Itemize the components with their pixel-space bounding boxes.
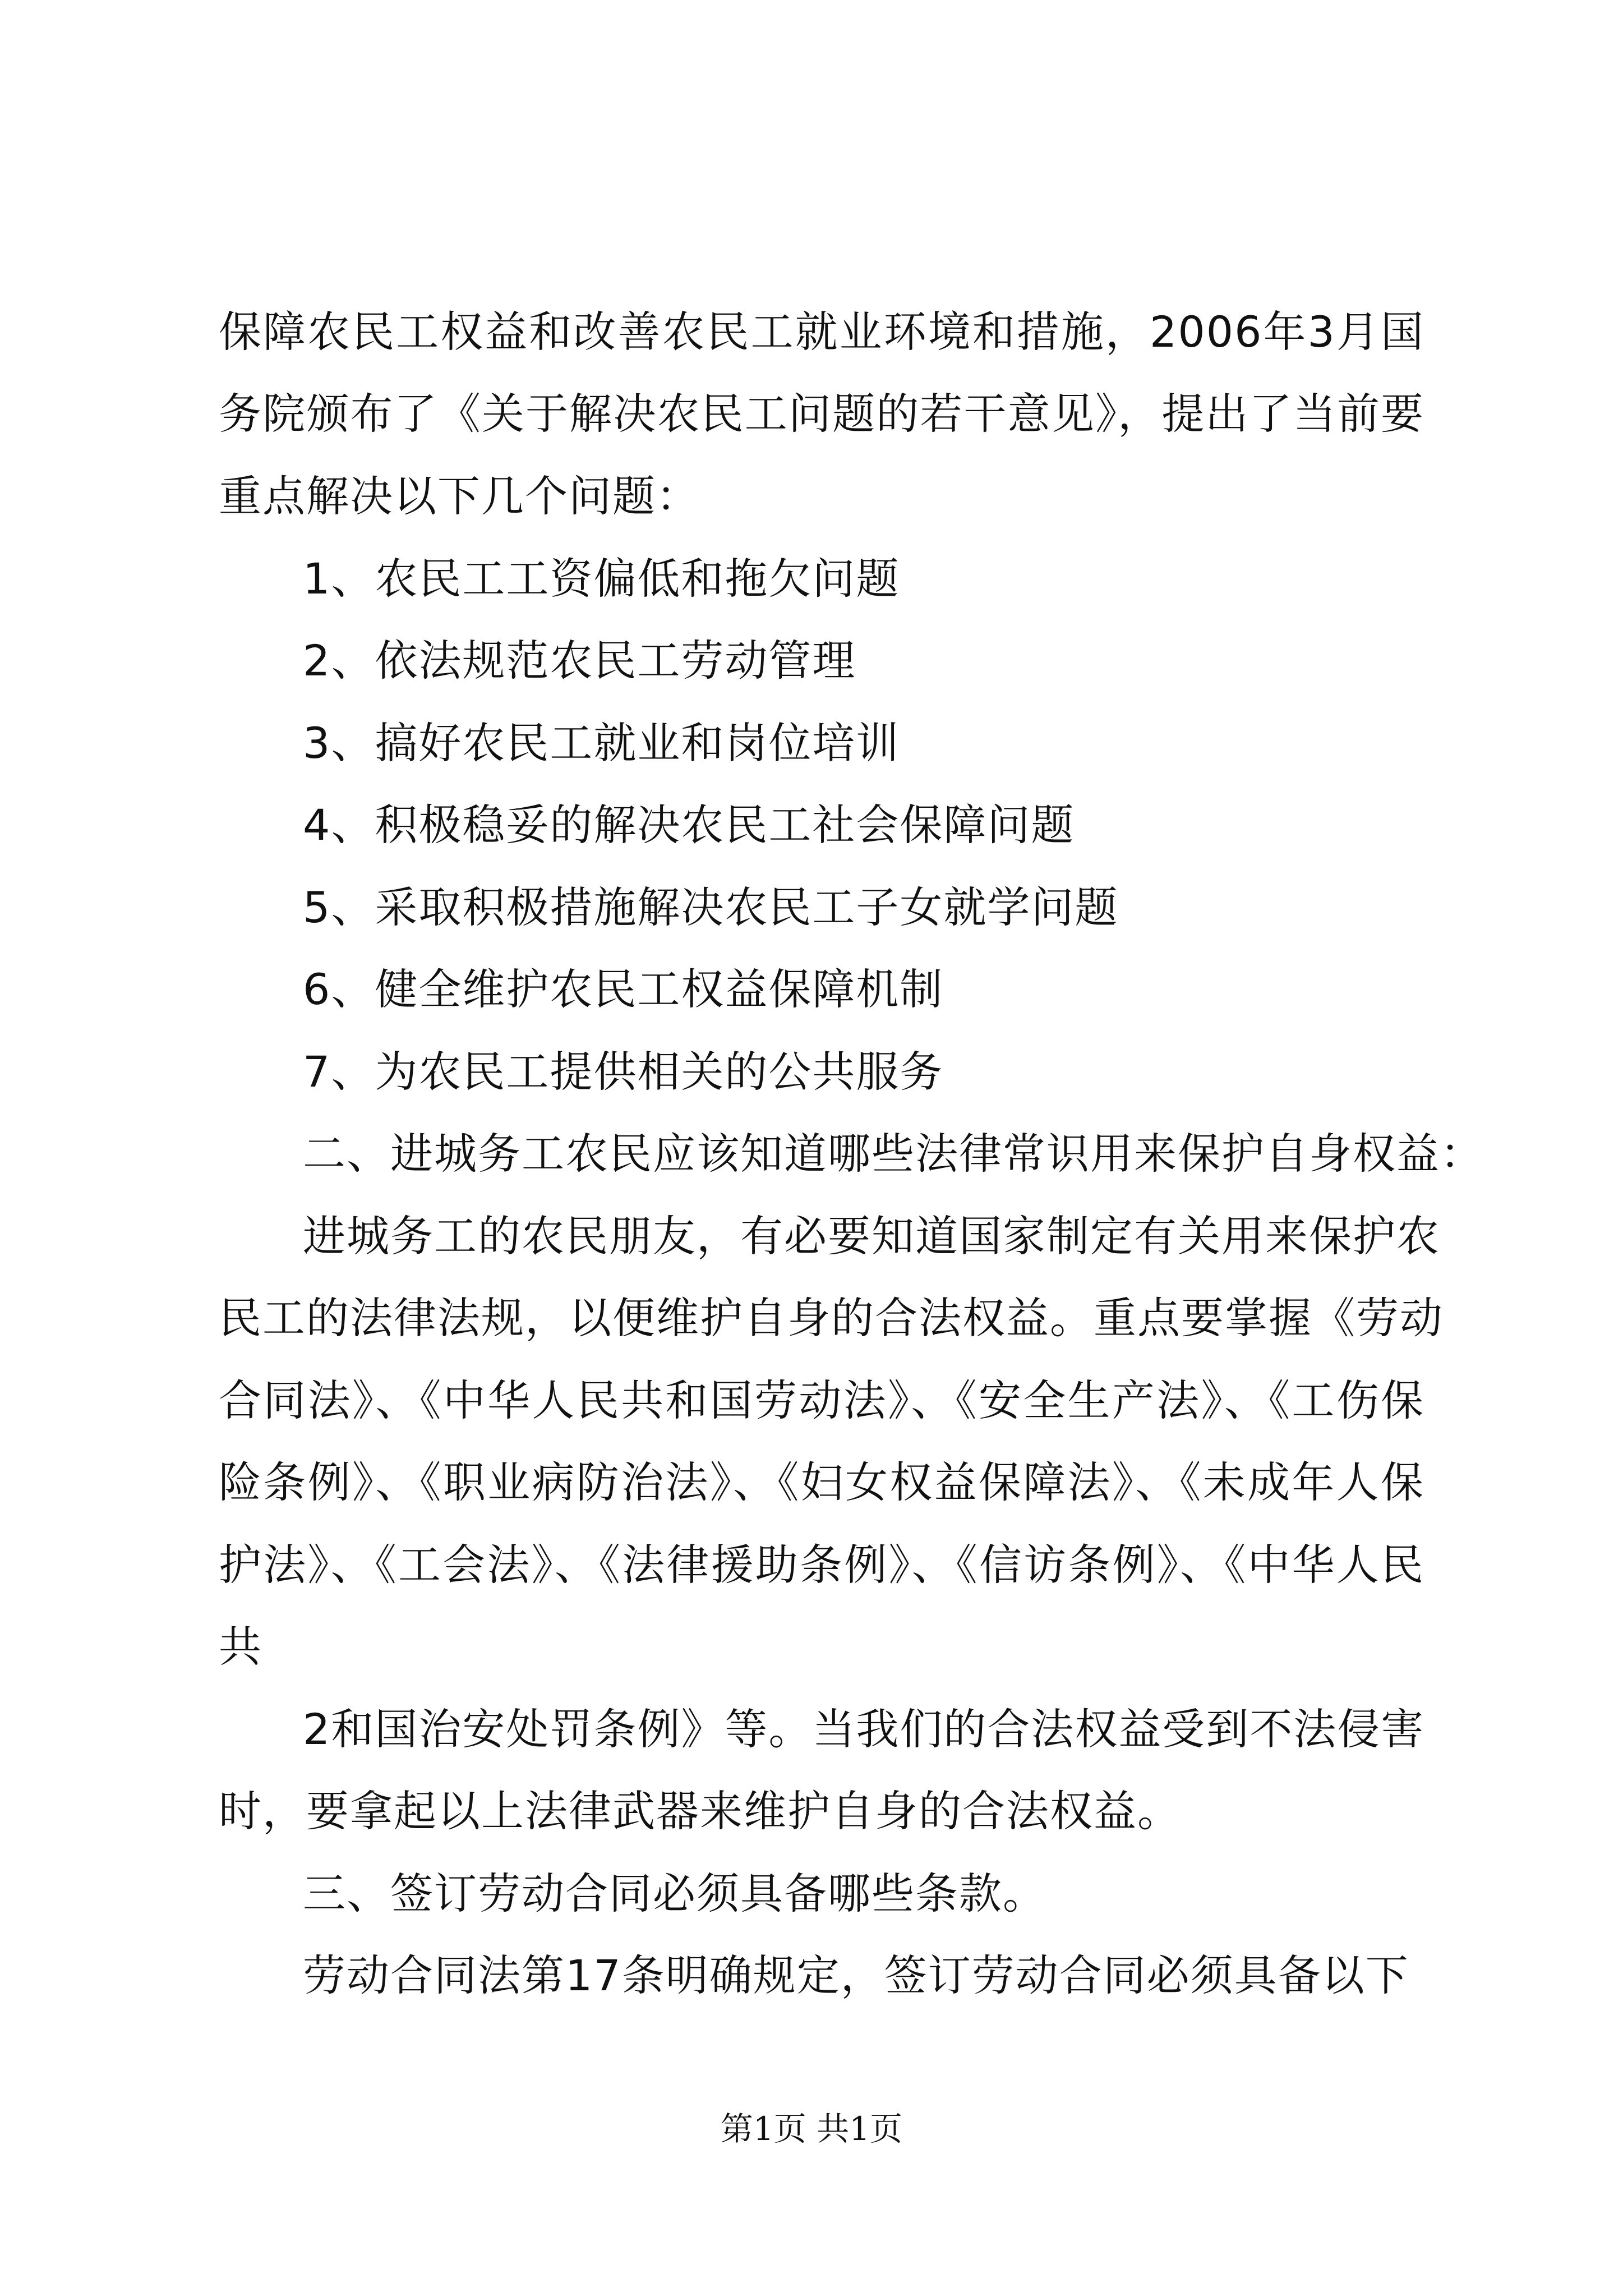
list-item: 7、为农民工提供相关的公共服务 (303, 1047, 944, 1097)
list-item: 6、健全维护农民工权益保障机制 (303, 964, 944, 1014)
paragraph-line: 险条例》、《职业病防治法》、《妇女权益保障法》、《未成年人保 (219, 1457, 1424, 1507)
paragraph-line: 护法》、《工会法》、《法律援助条例》、《信访条例》、《中华人民 (219, 1540, 1424, 1590)
page-footer: 第1页 共1页 (720, 2110, 903, 2148)
list-item: 1、农民工工资偏低和拖欠问题 (303, 554, 900, 604)
paragraph-line: 重点解决以下几个问题： (219, 471, 700, 521)
paragraph-line: 劳动合同法第17条明确规定，签订劳动合同必须具备以下 (303, 1950, 1409, 2000)
paragraph-line: 合同法》、《中华人民共和国劳动法》、《安全生产法》、《工伤保 (219, 1375, 1424, 1425)
list-item: 5、采取积极措施解决农民工子女就学问题 (303, 882, 1119, 932)
section-heading: 二、进城务工农民应该知道哪些法律常识用来保护自身权益： (303, 1129, 1484, 1179)
list-item: 4、积极稳妥的解决农民工社会保障问题 (303, 800, 1075, 850)
list-item: 3、搞好农民工就业和岗位培训 (303, 718, 900, 768)
paragraph-line: 务院颁布了《关于解决农民工问题的若干意见》，提出了当前要 (219, 389, 1424, 439)
paragraph-line: 共 (219, 1622, 262, 1672)
list-item: 2、依法规范农民工劳动管理 (303, 636, 856, 685)
paragraph-line: 民工的法律法规，以便维护自身的合法权益。重点要掌握《劳动 (219, 1293, 1444, 1343)
paragraph-line: 保障农民工权益和改善农民工就业环境和措施，2006年3月国 (219, 307, 1424, 357)
paragraph-line: 进城务工的农民朋友，有必要知道国家制定有关用来保护农 (303, 1211, 1440, 1261)
paragraph-line: 时，要拿起以上法律武器来维护自身的合法权益。 (219, 1786, 1181, 1836)
paragraph-line: 2和国治安处罚条例》等。当我们的合法权益受到不法侵害 (303, 1704, 1425, 1754)
section-heading: 三、签订劳动合同必须具备哪些条款。 (303, 1869, 1046, 1918)
